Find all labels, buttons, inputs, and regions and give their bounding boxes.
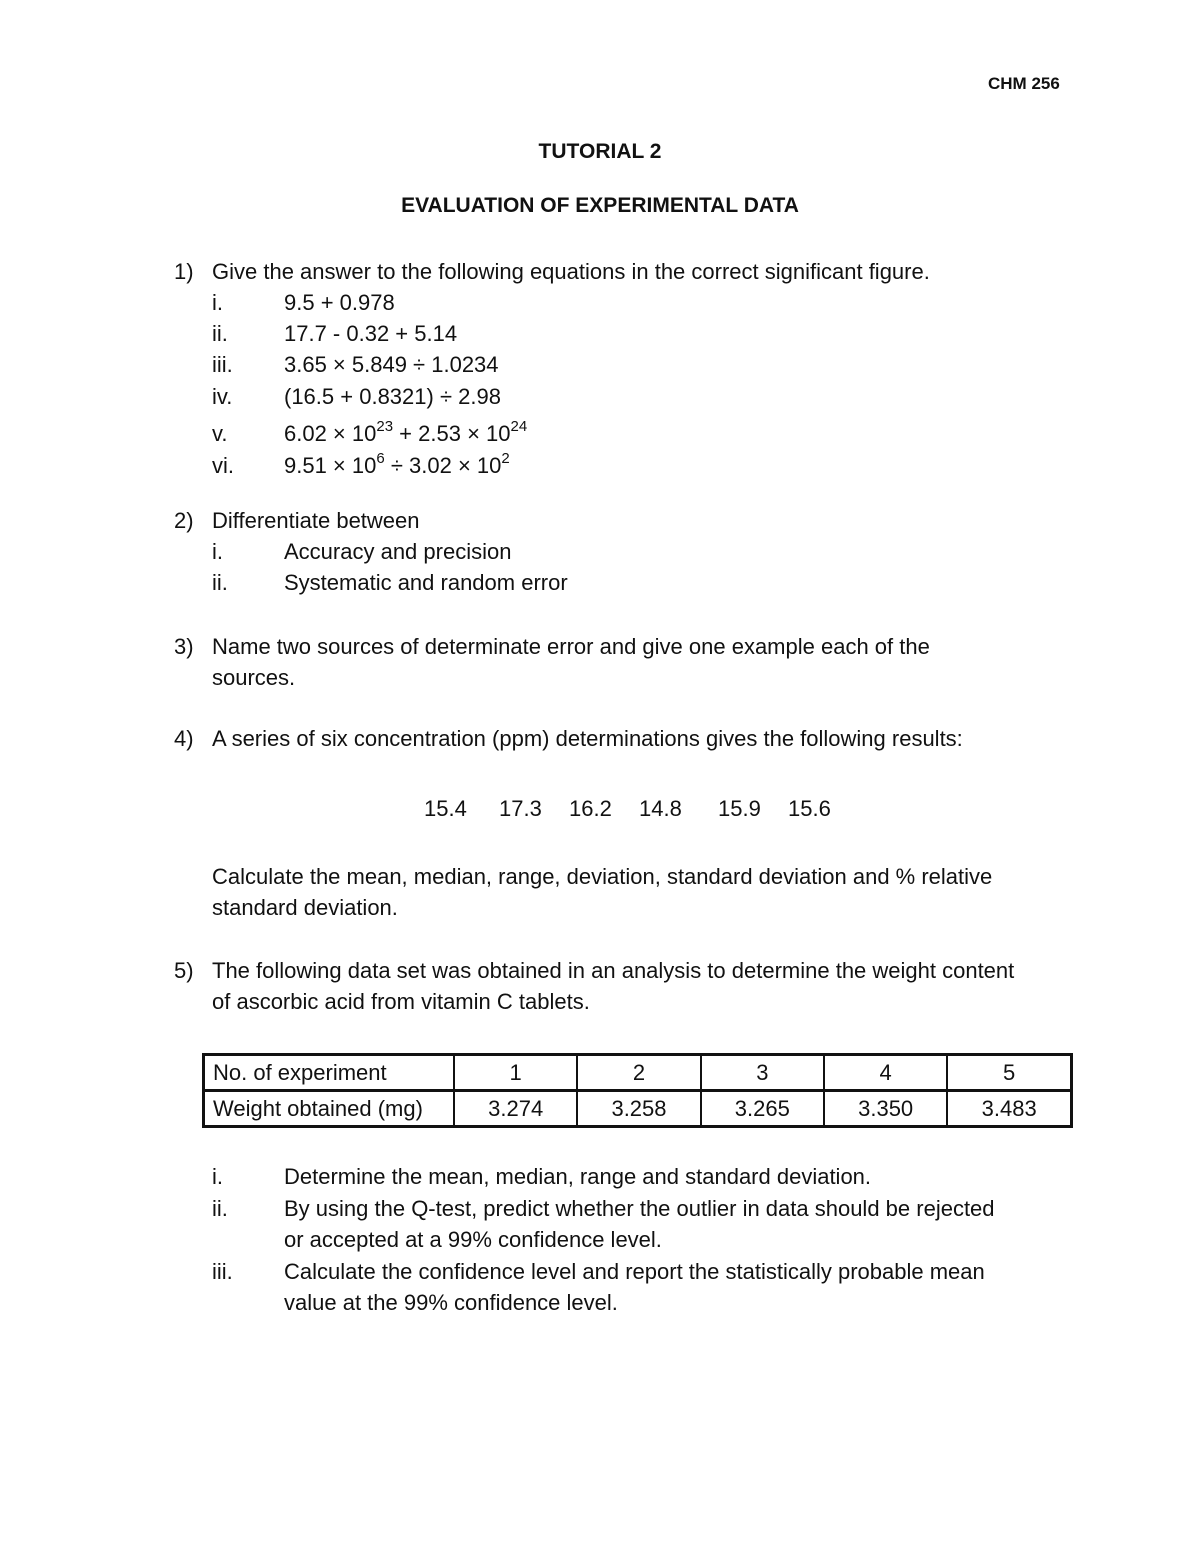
item-text: Accuracy and precision [284, 539, 512, 564]
item-text: Determine the mean, median, range and standard deviation. [284, 1164, 872, 1189]
table-header-cell: No. of experiment [204, 1055, 455, 1091]
question-number: 4) [174, 726, 194, 751]
item-label: i. [212, 1164, 223, 1189]
question-text-continued: of ascorbic acid from vitamin C tablets. [212, 989, 590, 1014]
item-label: iii. [212, 1259, 233, 1284]
table-header-cell: Weight obtained (mg) [204, 1091, 455, 1127]
question-text: Give the answer to the following equations in the correct significant figure. [212, 259, 930, 284]
question-text: The following data set was obtained in an analysis to determine the weight content [212, 958, 1015, 983]
item-text: Systematic and random error [284, 570, 568, 595]
item-label: ii. [212, 570, 228, 595]
equation: $6.02 \times 10^{23} + 2.53 \times 10^{24}$ [284, 417, 528, 446]
table-cell: 5 [947, 1055, 1071, 1091]
item-text: By using the Q-test, predict whether the outlier in data should be rejected [284, 1196, 995, 1221]
question-number: 2) [174, 508, 194, 533]
question-text: Name two sources of determinate error and give one example each of the [212, 634, 930, 659]
table-cell: 3.265 [701, 1091, 824, 1127]
table-cell: 2 [577, 1055, 700, 1091]
item-label: vi. [212, 453, 234, 478]
question-text: Differentiate between [212, 508, 420, 533]
table-cell: 3 [701, 1055, 824, 1091]
concentration-value: 15.6 [788, 796, 831, 821]
equation: (16.5 + 0.8321) ÷ 2.98 [284, 384, 501, 409]
equation: 9.5 + 0.978 [284, 290, 395, 315]
equation: $9.51 \times 10^6 \div 3.02 \times 10^2$ [284, 449, 510, 478]
item-label: ii. [212, 321, 228, 346]
concentration-value: 14.8 [639, 796, 682, 821]
question-number: 3) [174, 634, 194, 659]
item-label: ii. [212, 1196, 228, 1221]
item-label: iii. [212, 352, 233, 377]
item-text-continued: value at the 99% confidence level. [284, 1290, 618, 1315]
tutorial-title: TUTORIAL 2 [538, 140, 662, 163]
question-text-continued: standard deviation. [212, 895, 398, 920]
question-text-continued: sources. [212, 665, 296, 690]
item-label: i. [212, 539, 223, 564]
topic-title: EVALUATION OF EXPERIMENTAL DATA [401, 194, 799, 217]
question-text: A series of six concentration (ppm) determinations gives the following results: [212, 726, 963, 751]
item-label: i. [212, 290, 223, 315]
table-cell: 3.483 [947, 1091, 1071, 1127]
table-cell: 3.274 [454, 1091, 577, 1127]
item-label: iv. [212, 384, 233, 409]
item-text: Calculate the confidence level and report the statistically probable mean [284, 1259, 985, 1284]
concentration-value: 17.3 [499, 796, 542, 821]
concentration-value: 15.4 [424, 796, 467, 821]
question-number: 1) [174, 259, 194, 284]
equation: 3.65 × 5.849 ÷ 1.0234 [284, 352, 499, 377]
table-cell: 3.258 [577, 1091, 700, 1127]
concentration-value: 15.9 [718, 796, 761, 821]
table-row [204, 1091, 1072, 1127]
course-code: CHM 256 [988, 74, 1060, 93]
concentration-value: 16.2 [569, 796, 612, 821]
table-row [204, 1055, 1072, 1091]
table-cell: 3.350 [824, 1091, 947, 1127]
equation: 17.7 - 0.32 + 5.14 [284, 321, 458, 346]
table-cell: 4 [824, 1055, 947, 1091]
item-label: v. [212, 421, 228, 446]
question-number: 5) [174, 958, 194, 983]
question-text-calculate: Calculate the mean, median, range, deviation, standard deviation and % relative [212, 864, 993, 889]
item-text-continued: or accepted at a 99% confidence level. [284, 1227, 662, 1252]
ascorbic-acid-table [202, 1053, 1073, 1128]
table-cell: 1 [454, 1055, 577, 1091]
